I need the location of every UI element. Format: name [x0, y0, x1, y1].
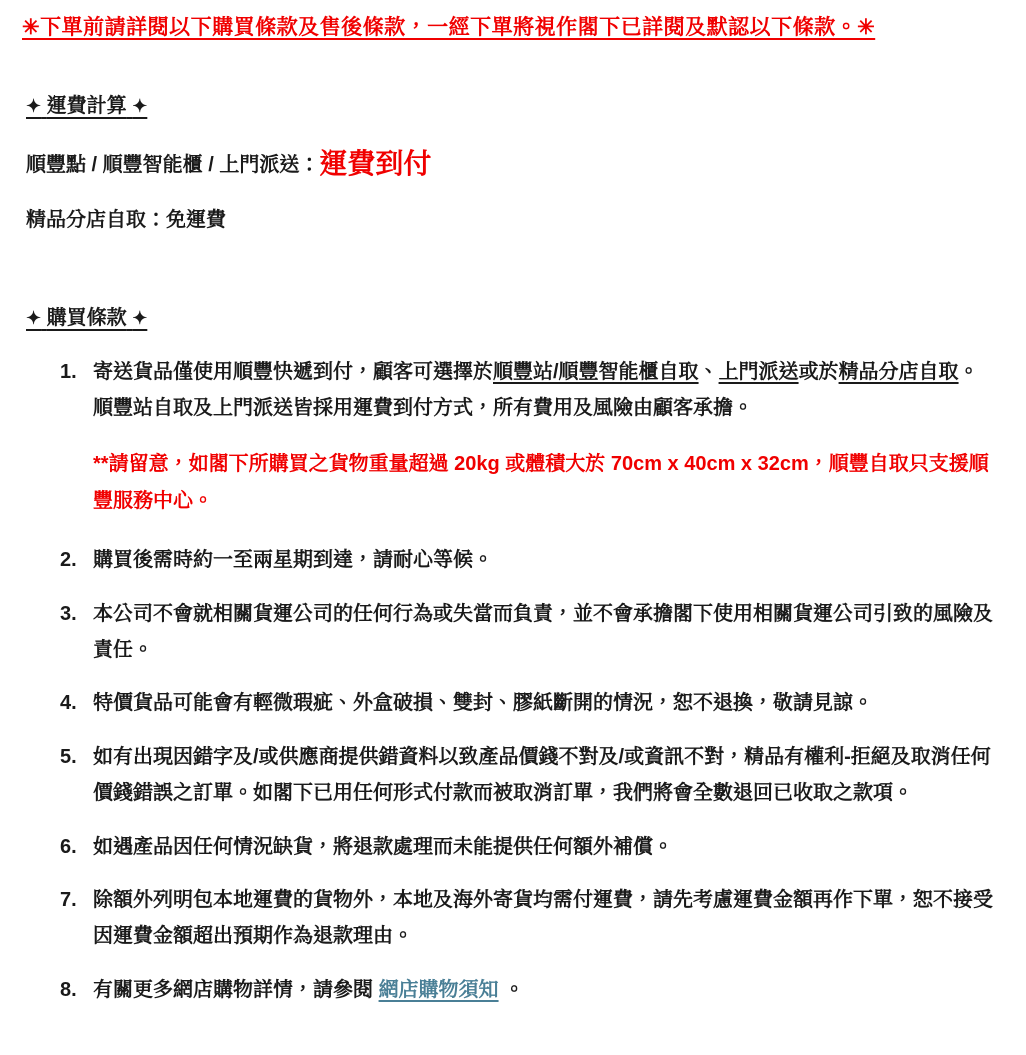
term-text	[93, 354, 993, 526]
freight-collect-value: 運費到付	[319, 148, 432, 180]
term-text	[93, 882, 993, 955]
term-item	[60, 829, 1006, 865]
term-item	[60, 739, 1006, 812]
term-number: 8.	[60, 978, 77, 1001]
shipping-methods-label: 順豐點 / 順豐智能櫃 / 上門派送：	[26, 154, 320, 177]
term-text	[93, 596, 993, 669]
term-number: 2.	[60, 549, 77, 572]
purchase-terms-document	[22, 14, 1006, 1008]
shipping-title-text: 運費計算	[46, 95, 127, 118]
term-paragraph	[93, 882, 993, 955]
diamond-icon: ✦	[26, 96, 42, 117]
term-number: 4.	[60, 692, 77, 715]
term-text	[93, 829, 993, 865]
shipping-line-methods	[26, 146, 1006, 182]
term-segment: 本公司不會就相關貨運公司的任何行為或失當而負責，並不會承擔閣下使用相關貨運公司引致的風險及責任。	[93, 602, 993, 662]
term-text	[93, 685, 993, 721]
term-paragraph	[93, 972, 993, 1008]
shop-guide-link[interactable]: 網店購物須知	[378, 978, 499, 1001]
term-segment: 。	[498, 978, 525, 1001]
diamond-icon: ✦	[132, 96, 148, 117]
term-text	[93, 542, 993, 578]
term-segment: 、	[698, 360, 719, 383]
term-segment: 特價貨品可能會有輕微瑕疵、外盒破損、雙封、膠紙斷開的情況，恕不退換，敬請見諒。	[93, 692, 873, 715]
underlined-term: 上門派送	[718, 360, 799, 383]
term-text	[93, 972, 993, 1008]
diamond-icon: ✦	[26, 307, 42, 328]
weight-size-warning: **請留意，如閣下所購買之貨物重量超過 20kg 或體積大於 70cm x 40cm x 32cm，順豐自取只支援順豐服務中心。	[93, 453, 989, 512]
underlined-term: 順豐站/順豐智能櫃自取	[493, 360, 699, 383]
term-item	[60, 882, 1006, 955]
term-text	[93, 739, 993, 812]
term-item	[60, 596, 1006, 669]
terms-title-text: 購買條款	[46, 306, 127, 329]
terms-list	[60, 354, 1006, 1008]
term-segment: 有關更多網店購物詳情，請參閱	[93, 978, 379, 1001]
term-item	[60, 685, 1006, 721]
term-paragraph	[93, 685, 993, 721]
shipping-section-title	[26, 89, 1006, 118]
shipping-line-pickup: 精品分店自取：免運費	[26, 208, 226, 231]
term-segment: 寄送貨品僅使用順豐快遞到付，顧客可選擇於	[93, 360, 493, 383]
term-paragraph	[93, 542, 993, 578]
diamond-icon: ✦	[132, 307, 148, 328]
term-segment: 或於	[798, 360, 839, 383]
term-item	[60, 354, 1006, 526]
term-item	[60, 972, 1006, 1008]
warning-banner: ✳下單前請詳閱以下購買條款及售後條款，一經下單將視作閣下已詳閱及默認以下條款。✳	[22, 16, 876, 39]
term-segment: 如遇產品因任何情況缺貨，將退款處理而未能提供任何額外補償。	[93, 835, 673, 858]
underlined-term: 精品分店自取	[838, 360, 959, 383]
term-item	[60, 542, 1006, 578]
term-paragraph	[93, 596, 993, 669]
term-number: 5.	[60, 745, 77, 768]
term-number: 7.	[60, 888, 77, 911]
term-paragraph	[93, 829, 993, 865]
term-number: 6.	[60, 835, 77, 858]
term-segment: 購買後需時約一至兩星期到達，請耐心等候。	[93, 549, 493, 572]
term-segment: 。順豐站自取及上門派送皆採用運費到付方式，所有費用及風險由顧客承擔。	[93, 360, 979, 420]
term-number: 1.	[60, 360, 77, 383]
term-segment: 除額外列明包本地運費的貨物外，本地及海外寄貨均需付運費，請先考慮運費金額再作下單，恕不接受因運費金額超出預期作為退款理由。	[93, 888, 993, 948]
term-number: 3.	[60, 602, 77, 625]
term-paragraph	[93, 739, 993, 812]
term-segment: 如有出現因錯字及/或供應商提供錯資料以致產品價錢不對及/或資訊不對，精品有權利-拒絕及取消任何價錢錯誤之訂單。如閣下已用任何形式付款而被取消訂單，我們將會全數退回已收取之款項。	[93, 745, 991, 805]
term-paragraph	[93, 354, 993, 427]
terms-section-title	[26, 301, 1006, 330]
